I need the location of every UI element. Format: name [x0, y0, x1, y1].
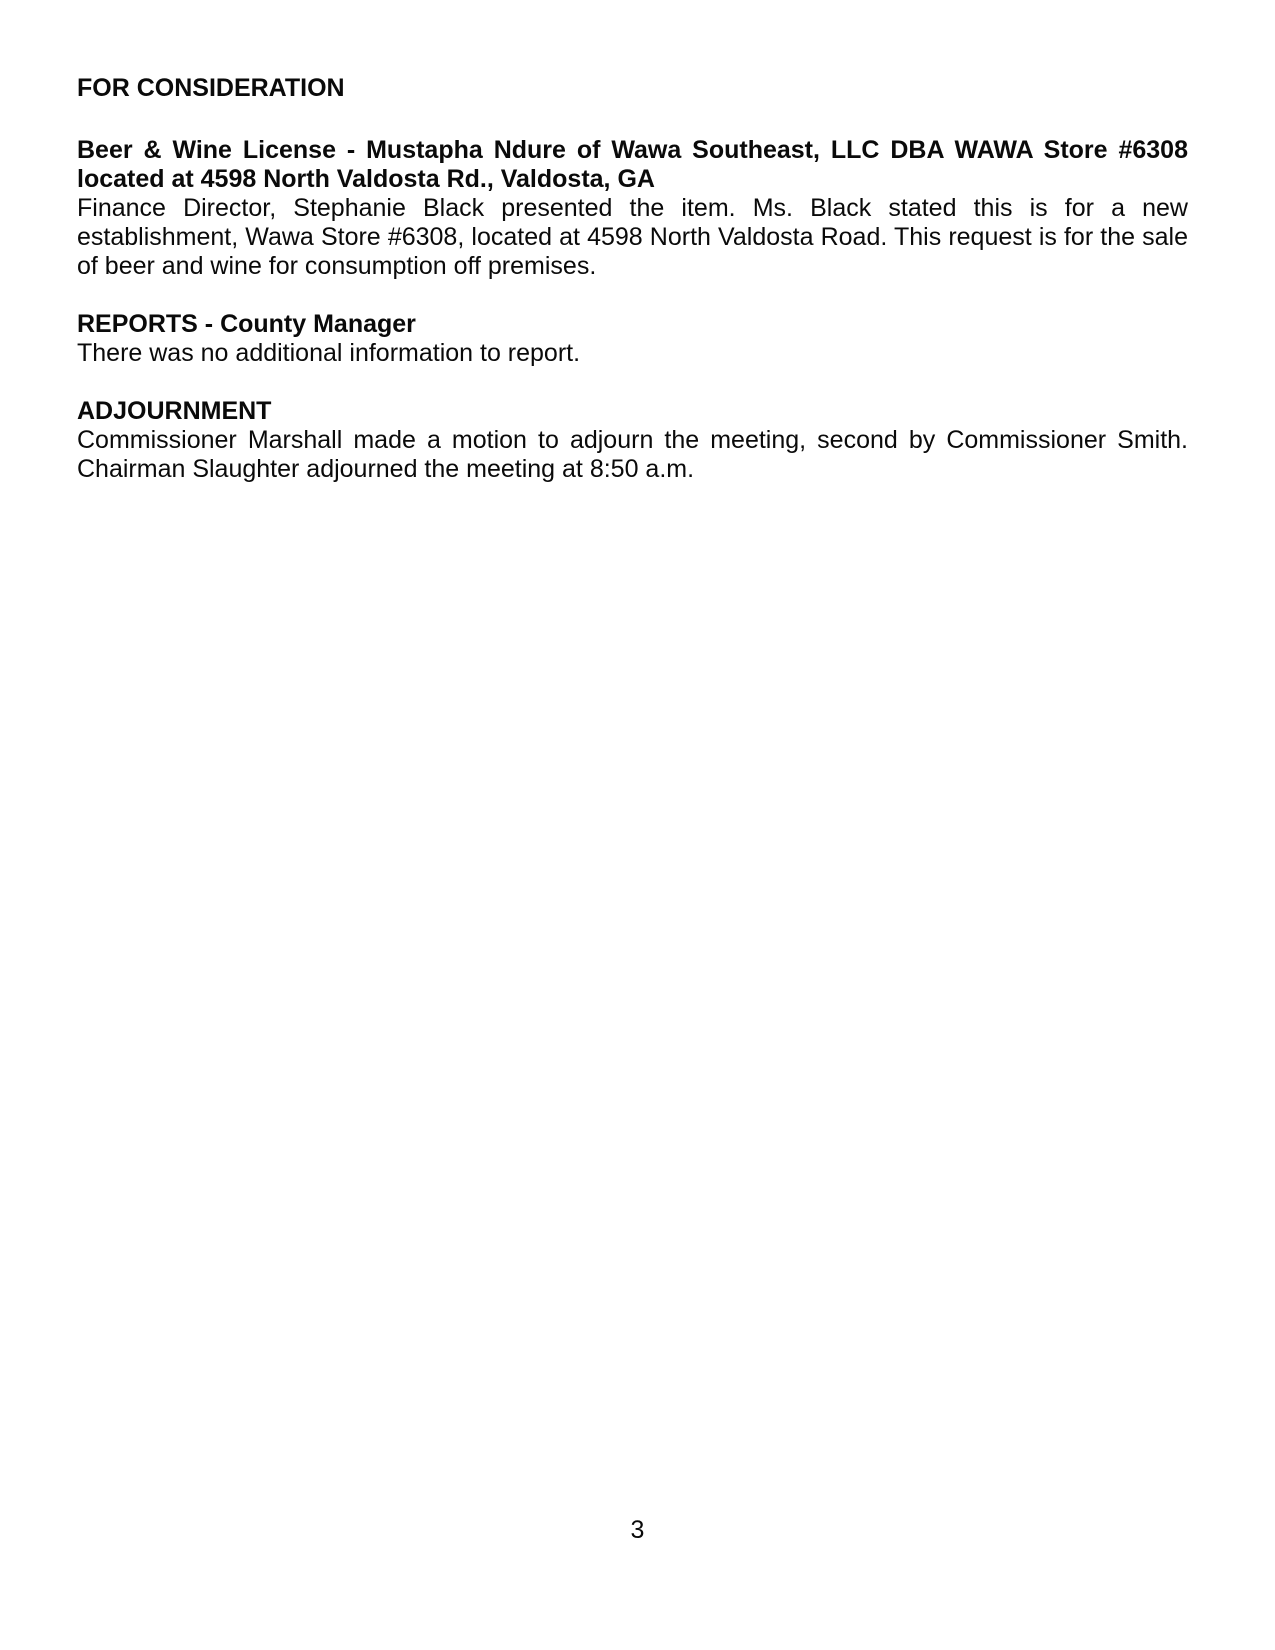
- section-heading-adjournment: ADJOURNMENT: [77, 397, 272, 425]
- document-content: [77, 74, 1188, 484]
- agenda-item-body-beer-wine-license: Finance Director, Stephanie Black presented the item. Ms. Black stated this is for a new establishment, Wawa Store #6308, located at 4598 North Valdosta Road. This request is for the sale of beer and wine for consumption off premises.: [77, 194, 1188, 280]
- section-body-reports: There was no additional information to report.: [77, 339, 581, 367]
- section-heading-reports: REPORTS - County Manager: [77, 310, 416, 338]
- page-number: 3: [630, 1516, 645, 1544]
- section-heading-for-consideration: FOR CONSIDERATION: [77, 74, 345, 102]
- agenda-item-title-beer-wine-license: Beer & Wine License - Mustapha Ndure of Wawa Southeast, LLC DBA WAWA Store #6308 located at 4598 North Valdosta Rd., Valdosta, GA: [77, 136, 1188, 193]
- section-body-adjournment: Commissioner Marshall made a motion to adjourn the meeting, second by Commissioner Smith. Chairman Slaughter adjourned the meeting at 8:50 a.m.: [77, 426, 1188, 483]
